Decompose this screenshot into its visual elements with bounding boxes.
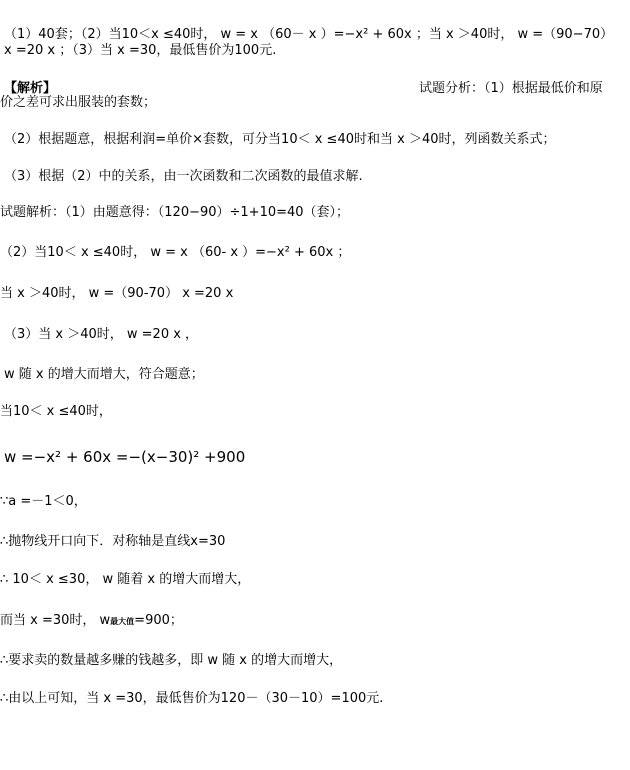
- solution-line-13: ∴由以上可知，当 x =30，最低售价为120－（30－10）=100元.: [0, 691, 384, 706]
- analysis-step-3: （3）根据（2）中的关系，由一次函数和二次函数的最值求解.: [4, 169, 363, 184]
- analysis-intro-cont: 价之差可求出服装的套数；: [0, 95, 157, 110]
- analysis-intro: 试题分析：（1）根据最低价和原: [419, 81, 603, 96]
- solution-line-4: （3）当 x ＞40时， w =20 x ，: [4, 327, 199, 342]
- solution-line-11-pre: 而当 x =30时， w: [0, 613, 111, 628]
- analysis-header: 【解析】: [4, 81, 57, 96]
- solution-line-12: ∴要求卖的数量越多赚的钱越多，即 w 随 x 的增大而增大，: [0, 653, 343, 668]
- answer-line-1: （1）40套；（2）当10＜x ≤40时， w = x （60－ x ）=−x² + 60x ；当 x ＞40时， w =（90−70）: [4, 27, 614, 42]
- solution-line-11: [0, 612, 183, 631]
- solution-line-8: ∵a =－1＜0，: [0, 494, 87, 509]
- solution-line-10: ∴ 10＜ x ≤30， w 随着 x 的增大而增大，: [0, 572, 251, 587]
- solution-line-9: ∴抛物线开口向下．对称轴是直线x=30: [0, 534, 226, 549]
- analysis-step-2: （2）根据题意，根据利润=单价×套数，可分当10＜ x ≤40时和当 x ＞40时，列函数关系式；: [4, 132, 556, 147]
- solution-line-11-post: =900；: [134, 613, 183, 628]
- answer-line-2: x =20 x ；（3）当 x =30，最低售价为100元.: [4, 43, 277, 58]
- solution-line-2: （2）当10＜ x ≤40时， w = x （60- x ）=−x² + 60x ；: [0, 245, 351, 260]
- max-value-subscript: 最大值: [110, 617, 135, 626]
- solution-line-6: 当10＜ x ≤40时，: [0, 404, 112, 419]
- solution-line-7: w =−x² + 60x =−(x−30)² +900: [4, 448, 246, 466]
- solution-line-3: 当 x ＞40时， w =（90-70） x =20 x: [0, 286, 234, 301]
- solution-line-1: 试题解析：（1）由题意得：（120−90）÷1+10=40（套）；: [0, 205, 350, 220]
- solution-line-5: w 随 x 的增大而增大，符合题意；: [4, 367, 204, 382]
